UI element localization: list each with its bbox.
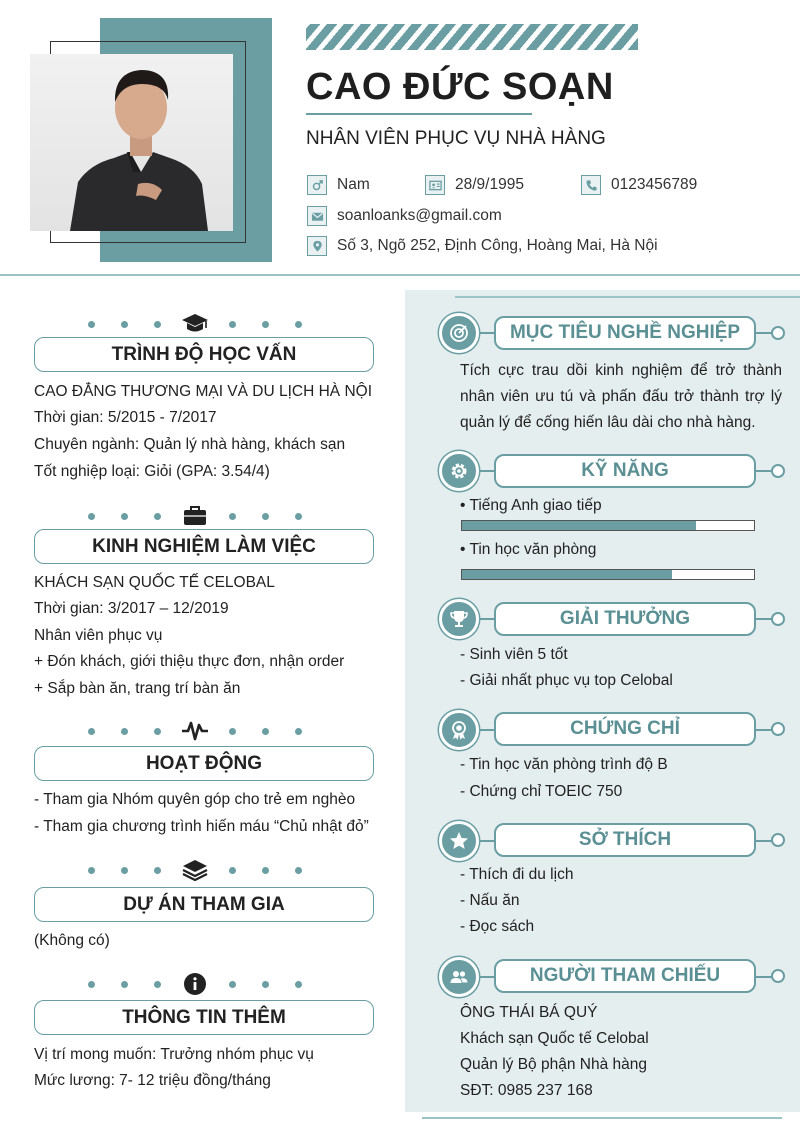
skill-bar-office <box>461 569 755 580</box>
briefcase-icon <box>180 502 210 530</box>
reference-name: ÔNG THÁI BÁ QUÝ <box>460 1004 598 1021</box>
email-value: soanloanks@gmail.com <box>337 207 502 224</box>
certificate-2: - Chứng chỉ TOEIC 750 <box>460 783 623 800</box>
reference-position: Quản lý Bộ phận Nhà hàng <box>460 1056 647 1073</box>
heading-end-knob <box>771 722 785 736</box>
activity-1: - Tham gia Nhóm quyên góp cho trẻ em nghèo <box>34 791 356 808</box>
section-ornament-education <box>88 310 302 338</box>
trophy-icon <box>439 599 479 639</box>
skill-bar-english <box>461 520 755 531</box>
skill-label-english: • Tiếng Anh giao tiếp <box>460 497 602 514</box>
decorative-stripe <box>306 24 638 50</box>
contact-email <box>307 206 502 226</box>
heading-end-knob <box>771 326 785 340</box>
hobby-1: - Thích đi du lịch <box>460 866 574 883</box>
projects-none: (Không có) <box>34 932 110 949</box>
heading-end-knob <box>771 464 785 478</box>
phone-value: 0123456789 <box>611 176 698 193</box>
layers-icon <box>180 856 210 884</box>
reference-company: Khách sạn Quốc tế Celobal <box>460 1030 649 1047</box>
education-period: Thời gian: 5/2015 - 7/2017 <box>34 409 217 426</box>
reference-phone: SĐT: 0985 237 168 <box>460 1082 593 1099</box>
target-icon <box>439 313 479 353</box>
contact-birthday <box>425 175 524 195</box>
skill-fill-office <box>462 570 672 579</box>
experience-period: Thời gian: 3/2017 – 12/2019 <box>34 600 229 617</box>
skill-label-office: • Tin học văn phòng <box>460 541 597 558</box>
references-heading: NGƯỜI THAM CHIẾU <box>494 959 756 993</box>
pulse-icon <box>180 717 210 745</box>
users-icon <box>439 957 479 997</box>
medal-icon <box>439 710 479 750</box>
map-pin-icon <box>307 236 327 256</box>
contact-address <box>307 236 658 256</box>
section-ornament-projects <box>88 856 302 884</box>
education-school: CAO ĐẲNG THƯƠNG MẠI VÀ DU LỊCH HÀ NỘI <box>34 383 373 400</box>
certificate-1: - Tin học văn phòng trình độ B <box>460 756 668 773</box>
experience-heading: KINH NGHIỆM LÀM VIỆC <box>34 529 374 564</box>
title-underline <box>306 113 532 115</box>
objective-text: Tích cực trau dồi kinh nghiệm để trở thành nhân viên ưu tú và phấn đấu trở thành trợ lý quản lý để cống hiến lâu dài cho nhà hàng. <box>460 362 782 431</box>
id-card-icon <box>425 175 445 195</box>
gender-value: Nam <box>337 176 370 193</box>
graduation-cap-icon <box>180 310 210 338</box>
birthday-value: 28/9/1995 <box>455 176 524 193</box>
section-ornament-experience <box>88 502 302 530</box>
activities-heading: HOẠT ĐỘNG <box>34 746 374 781</box>
experience-role: Nhân viên phục vụ <box>34 627 163 644</box>
job-title: NHÂN VIÊN PHỤC VỤ NHÀ HÀNG <box>306 128 606 149</box>
education-grade: Tốt nghiệp loại: Giỏi (GPA: 3.54/4) <box>34 463 270 480</box>
skills-heading: KỸ NĂNG <box>494 454 756 488</box>
certificates-heading: CHỨNG CHỈ <box>494 712 756 746</box>
experience-duty-1: + Đón khách, giới thiệu thực đơn, nhận order <box>34 653 345 670</box>
star-icon <box>439 821 479 861</box>
experience-company: KHÁCH SẠN QUỐC TẾ CELOBAL <box>34 574 275 591</box>
hobby-3: - Đọc sách <box>460 918 535 935</box>
email-icon <box>307 206 327 226</box>
objective-heading: MỤC TIÊU NGHỀ NGHIỆP <box>494 316 756 350</box>
phone-icon <box>581 175 601 195</box>
address-value: Số 3, Ngõ 252, Định Công, Hoàng Mai, Hà Nội <box>337 237 658 254</box>
section-ornament-activities <box>88 717 302 745</box>
additional-heading: THÔNG TIN THÊM <box>34 1000 374 1035</box>
profile-photo <box>30 54 233 231</box>
award-2: - Giải nhất phục vụ top Celobal <box>460 672 673 689</box>
skill-fill-english <box>462 521 696 530</box>
heading-end-knob <box>771 969 785 983</box>
awards-heading: GIẢI THƯỞNG <box>494 602 756 636</box>
projects-heading: DỰ ÁN THAM GIA <box>34 887 374 922</box>
bottom-divider <box>422 1117 782 1119</box>
contact-gender <box>307 175 370 195</box>
header-divider <box>0 274 800 276</box>
experience-duty-2: + Sắp bàn ăn, trang trí bàn ăn <box>34 680 241 697</box>
right-top-divider <box>455 296 800 298</box>
hobbies-heading: SỞ THÍCH <box>494 823 756 857</box>
info-icon <box>180 970 210 998</box>
education-major: Chuyên ngành: Quản lý nhà hàng, khách sạn <box>34 436 346 453</box>
expected-salary: Mức lương: 7- 12 triệu đồng/tháng <box>34 1072 271 1089</box>
gear-icon <box>439 451 479 491</box>
heading-end-knob <box>771 612 785 626</box>
hobby-2: - Nấu ăn <box>460 892 520 909</box>
education-heading: TRÌNH ĐỘ HỌC VẤN <box>34 337 374 372</box>
heading-end-knob <box>771 833 785 847</box>
contact-phone <box>581 175 697 195</box>
desired-position: Vị trí mong muốn: Trưởng nhóm phục vụ <box>34 1046 314 1063</box>
candidate-name: CAO ĐỨC SOẠN <box>306 66 614 108</box>
section-ornament-additional <box>88 970 302 998</box>
activity-2: - Tham gia chương trình hiến máu “Chủ nhật đỏ” <box>34 818 369 835</box>
gender-icon <box>307 175 327 195</box>
award-1: - Sinh viên 5 tốt <box>460 646 568 663</box>
